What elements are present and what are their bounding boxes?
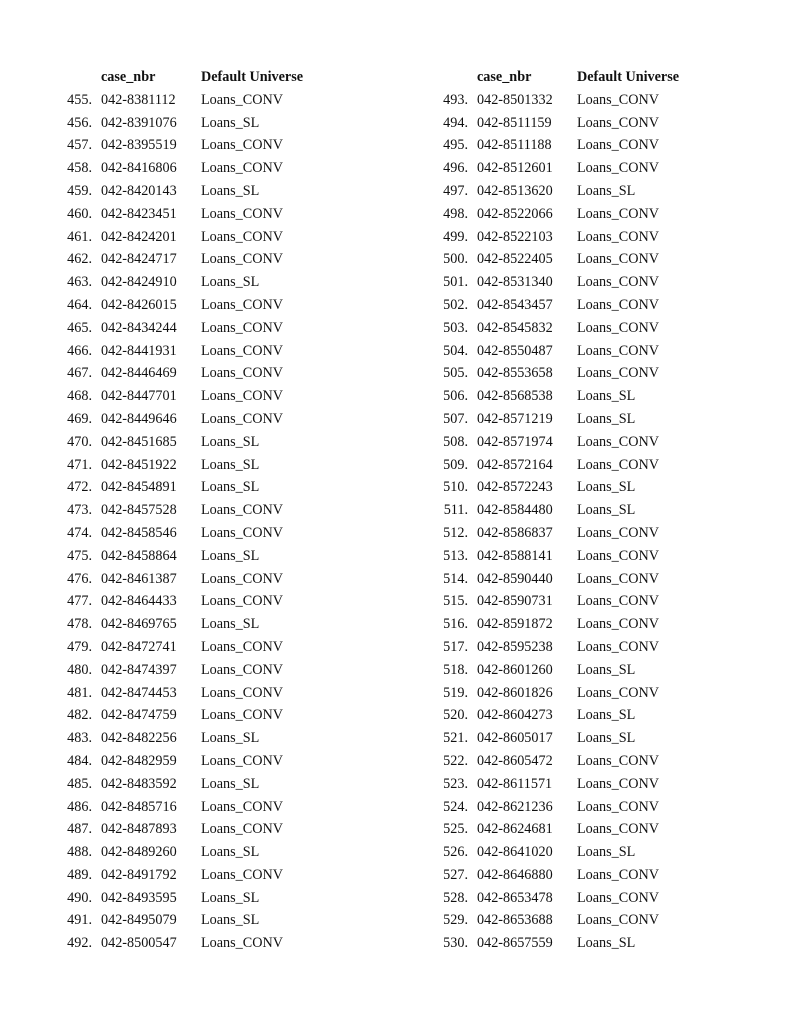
case-number: 042-8550487 — [477, 342, 553, 359]
case-number: 042-8469765 — [101, 616, 177, 633]
row-number: 469. — [67, 410, 92, 427]
row-number: 497. — [443, 182, 468, 199]
case-nbr-header: case_nbr — [101, 69, 156, 85]
row-number: 489. — [67, 866, 92, 883]
universe-value: Loans_CONV — [577, 775, 659, 792]
row-number: 471. — [67, 456, 92, 473]
universe-value: Loans_CONV — [201, 935, 283, 952]
row-number: 490. — [67, 889, 92, 906]
case-number: 042-8512601 — [477, 160, 553, 177]
row-number: 507. — [443, 410, 468, 427]
case-number: 042-8381112 — [101, 91, 176, 108]
universe-value: Loans_SL — [577, 479, 636, 496]
row-number: 485. — [67, 775, 92, 792]
case-number: 042-8447701 — [101, 388, 177, 405]
case-number: 042-8420143 — [101, 182, 177, 199]
row-number: 461. — [67, 228, 92, 245]
row-number: 494. — [443, 114, 468, 131]
row-number: 456. — [67, 114, 92, 131]
universe-value: Loans_CONV — [201, 342, 283, 359]
row-number: 473. — [67, 502, 92, 519]
case-number: 042-8474453 — [101, 684, 177, 701]
case-number: 042-8457528 — [101, 502, 177, 519]
universe-value: Loans_SL — [577, 661, 636, 678]
universe-value: Loans_SL — [201, 775, 260, 792]
universe-value: Loans_CONV — [201, 137, 283, 154]
universe-value: Loans_CONV — [201, 684, 283, 701]
case-number: 042-8624681 — [477, 821, 553, 838]
case-number: 042-8584480 — [477, 502, 553, 519]
case-number: 042-8513620 — [477, 182, 553, 199]
case-number: 042-8571219 — [477, 410, 553, 427]
case-number: 042-8522066 — [477, 205, 553, 222]
universe-value: Loans_CONV — [577, 274, 659, 291]
row-number: 484. — [67, 752, 92, 769]
case-number: 042-8485716 — [101, 798, 177, 815]
row-number: 522. — [443, 752, 468, 769]
universe-value: Loans_CONV — [577, 638, 659, 655]
row-number: 466. — [67, 342, 92, 359]
universe-value: Loans_CONV — [201, 661, 283, 678]
case-number: 042-8621236 — [477, 798, 553, 815]
universe-value: Loans_CONV — [201, 251, 283, 268]
row-number: 458. — [67, 160, 92, 177]
case-number: 042-8590731 — [477, 593, 553, 610]
row-number: 504. — [443, 342, 468, 359]
case-number: 042-8449646 — [101, 410, 177, 427]
case-number: 042-8424201 — [101, 228, 177, 245]
universe-value: Loans_SL — [201, 616, 260, 633]
row-number: 510. — [443, 479, 468, 496]
case-number: 042-8424717 — [101, 251, 177, 268]
row-number: 495. — [443, 137, 468, 154]
case-number: 042-8604273 — [477, 707, 553, 724]
universe-value: Loans_SL — [201, 912, 260, 929]
case-number: 042-8423451 — [101, 205, 177, 222]
case-number: 042-8454891 — [101, 479, 177, 496]
universe-value: Loans_CONV — [577, 798, 659, 815]
row-number: 527. — [443, 866, 468, 883]
universe-value: Loans_SL — [201, 274, 260, 291]
case-number: 042-8591872 — [477, 616, 553, 633]
row-number: 529. — [443, 912, 468, 929]
row-number: 516. — [443, 616, 468, 633]
universe-value: Loans_CONV — [577, 524, 659, 541]
universe-value: Loans_SL — [201, 182, 260, 199]
row-number: 475. — [67, 547, 92, 564]
universe-value: Loans_SL — [201, 456, 260, 473]
row-number: 476. — [67, 570, 92, 587]
row-number: 528. — [443, 889, 468, 906]
universe-value: Loans_CONV — [577, 866, 659, 883]
row-number: 460. — [67, 205, 92, 222]
case-number: 042-8657559 — [477, 935, 553, 952]
default-universe-header: Default Universe — [201, 69, 304, 85]
case-number: 042-8491792 — [101, 866, 177, 883]
row-number: 514. — [443, 570, 468, 587]
row-number: 520. — [443, 707, 468, 724]
universe-value: Loans_CONV — [577, 433, 659, 450]
row-number: 492. — [67, 935, 92, 952]
universe-value: Loans_CONV — [577, 593, 659, 610]
case-number: 042-8493595 — [101, 889, 177, 906]
universe-value: Loans_CONV — [577, 752, 659, 769]
universe-value: Loans_CONV — [201, 410, 283, 427]
case-number: 042-8482959 — [101, 752, 177, 769]
case-number: 042-8458864 — [101, 547, 177, 564]
universe-value: Loans_SL — [577, 730, 636, 747]
universe-value: Loans_CONV — [201, 160, 283, 177]
universe-value: Loans_SL — [201, 889, 260, 906]
universe-value: Loans_CONV — [201, 205, 283, 222]
row-number: 465. — [67, 319, 92, 336]
case-number: 042-8446469 — [101, 365, 177, 382]
case-number: 042-8568538 — [477, 388, 553, 405]
case-number: 042-8586837 — [477, 524, 553, 541]
case-number: 042-8590440 — [477, 570, 553, 587]
case-number: 042-8441931 — [101, 342, 177, 359]
row-number: 524. — [443, 798, 468, 815]
universe-value: Loans_CONV — [201, 638, 283, 655]
row-number: 517. — [443, 638, 468, 655]
row-number: 480. — [67, 661, 92, 678]
case-number: 042-8572243 — [477, 479, 553, 496]
row-number: 482. — [67, 707, 92, 724]
universe-value: Loans_CONV — [201, 388, 283, 405]
case-number: 042-8451922 — [101, 456, 177, 473]
universe-value: Loans_CONV — [201, 524, 283, 541]
universe-value: Loans_SL — [577, 844, 636, 861]
universe-value: Loans_SL — [201, 844, 260, 861]
universe-value: Loans_CONV — [577, 251, 659, 268]
universe-value: Loans_CONV — [577, 912, 659, 929]
row-number: 462. — [67, 251, 92, 268]
case-number: 042-8495079 — [101, 912, 177, 929]
row-number: 486. — [67, 798, 92, 815]
universe-value: Loans_SL — [577, 707, 636, 724]
row-number: 464. — [67, 296, 92, 313]
row-number: 499. — [443, 228, 468, 245]
case-number: 042-8511188 — [477, 137, 552, 154]
case-number: 042-8572164 — [477, 456, 553, 473]
universe-value: Loans_CONV — [201, 707, 283, 724]
universe-value: Loans_CONV — [201, 866, 283, 883]
universe-value: Loans_CONV — [201, 798, 283, 815]
case-number: 042-8474397 — [101, 661, 177, 678]
row-number: 498. — [443, 205, 468, 222]
row-number: 519. — [443, 684, 468, 701]
row-number: 470. — [67, 433, 92, 450]
row-number: 509. — [443, 456, 468, 473]
universe-value: Loans_SL — [201, 114, 260, 131]
case-number: 042-8489260 — [101, 844, 177, 861]
row-number: 493. — [443, 91, 468, 108]
case-number: 042-8500547 — [101, 935, 177, 952]
universe-value: Loans_CONV — [577, 319, 659, 336]
row-number: 491. — [67, 912, 92, 929]
universe-value: Loans_CONV — [201, 502, 283, 519]
case-nbr-header: case_nbr — [477, 69, 532, 85]
row-number: 530. — [443, 935, 468, 952]
universe-value: Loans_CONV — [577, 616, 659, 633]
row-number: 477. — [67, 593, 92, 610]
case-number: 042-8472741 — [101, 638, 177, 655]
universe-value: Loans_CONV — [577, 889, 659, 906]
row-number: 459. — [67, 182, 92, 199]
row-number: 526. — [443, 844, 468, 861]
row-number: 481. — [67, 684, 92, 701]
row-number: 501. — [443, 274, 468, 291]
row-number: 513. — [443, 547, 468, 564]
case-number: 042-8482256 — [101, 730, 177, 747]
row-number: 508. — [443, 433, 468, 450]
universe-value: Loans_SL — [201, 433, 260, 450]
row-number: 512. — [443, 524, 468, 541]
case-number: 042-8483592 — [101, 775, 177, 792]
row-number: 502. — [443, 296, 468, 313]
universe-value: Loans_CONV — [201, 228, 283, 245]
case-number: 042-8464433 — [101, 593, 177, 610]
case-number: 042-8522103 — [477, 228, 553, 245]
universe-value: Loans_CONV — [201, 296, 283, 313]
case-number: 042-8461387 — [101, 570, 177, 587]
universe-value: Loans_CONV — [577, 547, 659, 564]
row-number: 525. — [443, 821, 468, 838]
case-number: 042-8571974 — [477, 433, 553, 450]
row-number: 511. — [443, 502, 468, 519]
universe-value: Loans_CONV — [577, 137, 659, 154]
universe-value: Loans_CONV — [201, 319, 283, 336]
case-number: 042-8553658 — [477, 365, 553, 382]
universe-value: Loans_SL — [577, 182, 636, 199]
case-number: 042-8416806 — [101, 160, 177, 177]
case-number: 042-8424910 — [101, 274, 177, 291]
row-number: 515. — [443, 593, 468, 610]
case-number: 042-8511159 — [477, 114, 552, 131]
universe-value: Loans_CONV — [201, 570, 283, 587]
case-number: 042-8501332 — [477, 91, 553, 108]
universe-value: Loans_CONV — [577, 365, 659, 382]
row-number: 523. — [443, 775, 468, 792]
case-number: 042-8653478 — [477, 889, 553, 906]
row-number: 505. — [443, 365, 468, 382]
row-number: 467. — [67, 365, 92, 382]
case-number: 042-8451685 — [101, 433, 177, 450]
universe-value: Loans_CONV — [577, 570, 659, 587]
case-number: 042-8641020 — [477, 844, 553, 861]
row-number: 496. — [443, 160, 468, 177]
universe-value: Loans_CONV — [577, 342, 659, 359]
row-number: 468. — [67, 388, 92, 405]
case-number: 042-8426015 — [101, 296, 177, 313]
case-number: 042-8474759 — [101, 707, 177, 724]
case-number: 042-8545832 — [477, 319, 553, 336]
universe-value: Loans_SL — [201, 730, 260, 747]
universe-value: Loans_SL — [577, 410, 636, 427]
row-number: 488. — [67, 844, 92, 861]
row-number: 474. — [67, 524, 92, 541]
case-number: 042-8434244 — [101, 319, 177, 336]
case-number: 042-8605472 — [477, 752, 553, 769]
case-number: 042-8522405 — [477, 251, 553, 268]
case-number: 042-8395519 — [101, 137, 177, 154]
case-number: 042-8458546 — [101, 524, 177, 541]
case-number: 042-8601260 — [477, 661, 553, 678]
row-number: 503. — [443, 319, 468, 336]
universe-value: Loans_CONV — [577, 684, 659, 701]
universe-value: Loans_SL — [577, 388, 636, 405]
row-number: 521. — [443, 730, 468, 747]
row-number: 478. — [67, 616, 92, 633]
universe-value: Loans_CONV — [577, 160, 659, 177]
universe-value: Loans_CONV — [577, 205, 659, 222]
universe-value: Loans_SL — [201, 479, 260, 496]
universe-value: Loans_SL — [201, 547, 260, 564]
case-number: 042-8601826 — [477, 684, 553, 701]
universe-value: Loans_CONV — [201, 365, 283, 382]
case-number: 042-8543457 — [477, 296, 553, 313]
row-number: 457. — [67, 137, 92, 154]
universe-value: Loans_CONV — [201, 593, 283, 610]
universe-value: Loans_CONV — [577, 296, 659, 313]
case-number: 042-8611571 — [477, 775, 553, 792]
row-number: 455. — [67, 91, 92, 108]
row-number: 472. — [67, 479, 92, 496]
universe-value: Loans_CONV — [577, 821, 659, 838]
case-number: 042-8391076 — [101, 114, 177, 131]
universe-value: Loans_CONV — [577, 114, 659, 131]
universe-value: Loans_CONV — [577, 456, 659, 473]
row-number: 518. — [443, 661, 468, 678]
row-number: 487. — [67, 821, 92, 838]
row-number: 506. — [443, 388, 468, 405]
universe-value: Loans_CONV — [201, 91, 283, 108]
universe-value: Loans_CONV — [201, 821, 283, 838]
row-number: 463. — [67, 274, 92, 291]
case-number: 042-8487893 — [101, 821, 177, 838]
case-number: 042-8531340 — [477, 274, 553, 291]
row-number: 479. — [67, 638, 92, 655]
universe-value: Loans_CONV — [577, 91, 659, 108]
row-number: 483. — [67, 730, 92, 747]
row-number: 500. — [443, 251, 468, 268]
universe-value: Loans_CONV — [201, 752, 283, 769]
default-universe-header: Default Universe — [577, 69, 680, 85]
universe-value: Loans_SL — [577, 935, 636, 952]
case-number: 042-8588141 — [477, 547, 553, 564]
case-number: 042-8595238 — [477, 638, 553, 655]
case-number: 042-8646880 — [477, 866, 553, 883]
universe-value: Loans_SL — [577, 502, 636, 519]
case-number: 042-8653688 — [477, 912, 553, 929]
universe-value: Loans_CONV — [577, 228, 659, 245]
case-number: 042-8605017 — [477, 730, 553, 747]
